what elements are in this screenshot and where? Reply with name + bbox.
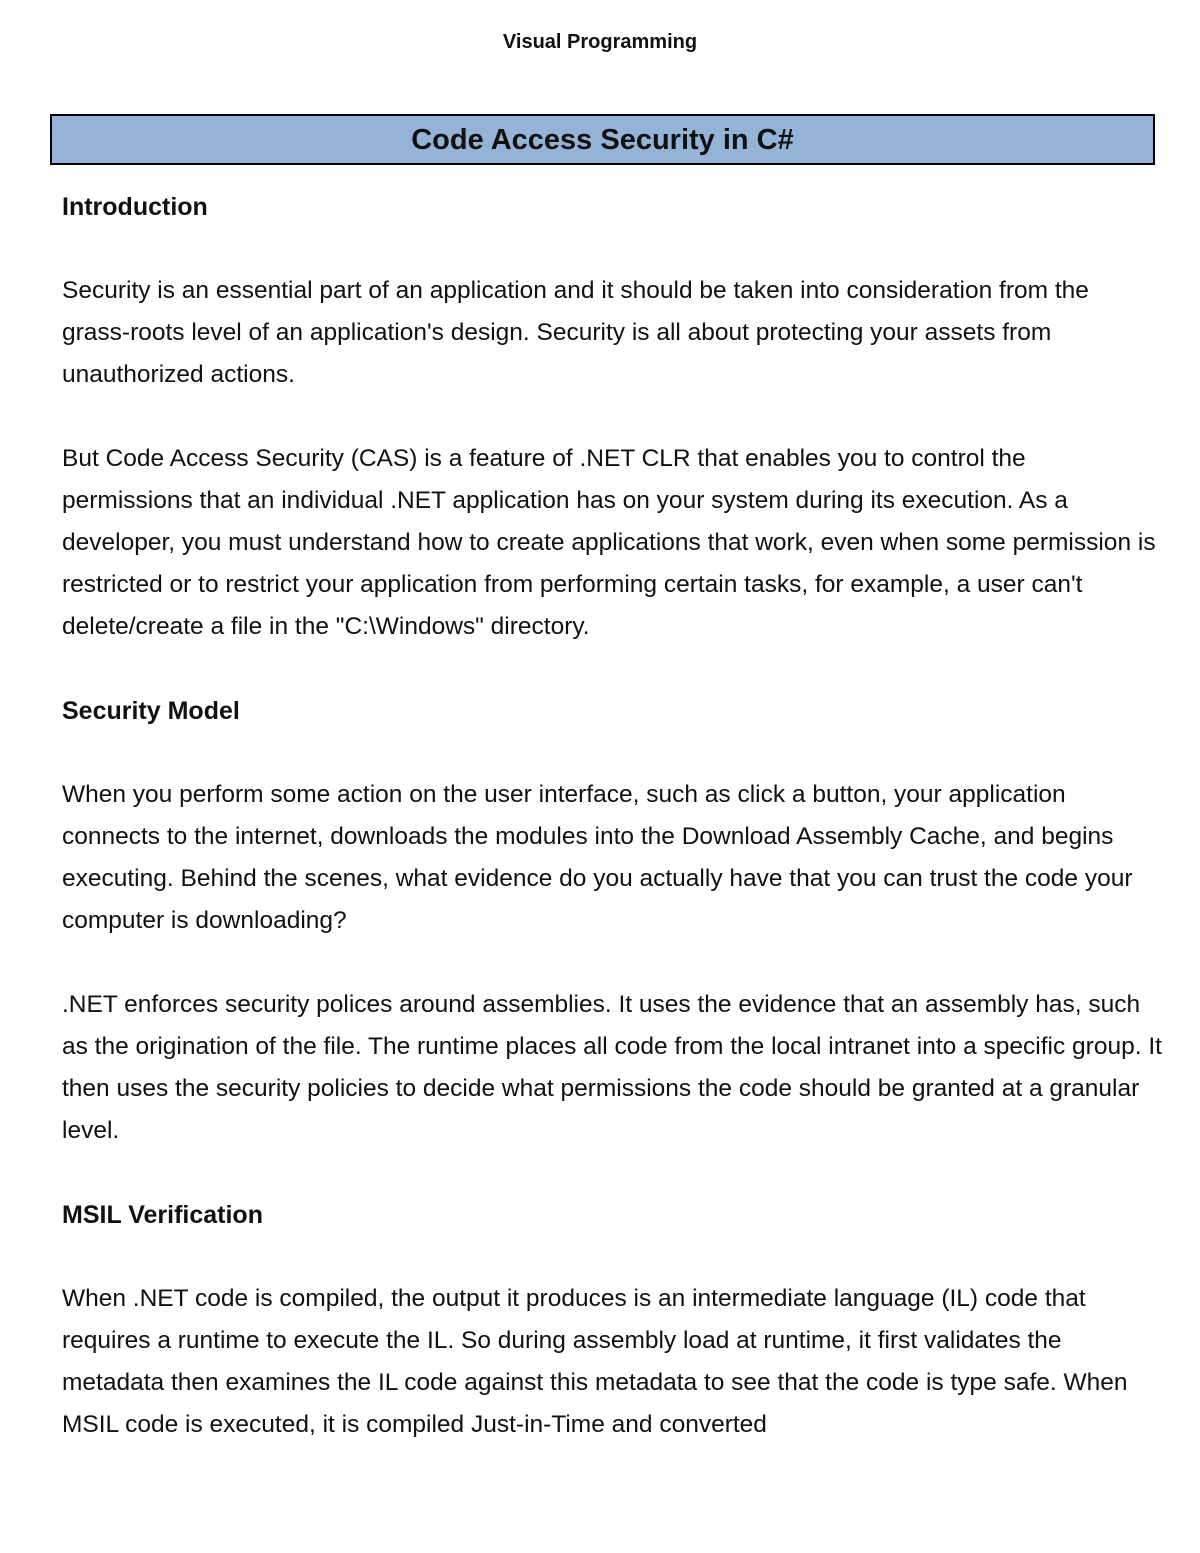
section-msil-verification: [62, 1194, 1162, 1446]
document-body: [62, 186, 1162, 1488]
section-heading: MSIL Verification: [62, 1201, 263, 1229]
paragraph: But Code Access Security (CAS) is a feature of .NET CLR that enables you to control the permissions that an individual .NET application has on your system during its execution. As a developer, you must understand how to create applications that work, even when some permission is restricted or to restrict your application from performing certain tasks, for example, a user can't delete/create a file in the "C:\Windows" directory.: [62, 445, 1156, 640]
title-banner: [50, 114, 1155, 165]
running-header: Visual Programming: [502, 31, 698, 53]
section-heading: Introduction: [62, 193, 208, 221]
paragraph: .NET enforces security polices around assemblies. It uses the evidence that an assembly has, such as the origination of the file. The runtime places all code from the local intranet into a specific group. It then uses the security policies to decide what permissions the code should be granted at a granular level.: [62, 991, 1162, 1144]
paragraph: Security is an essential part of an application and it should be taken into consideration from the grass-roots level of an application's design. Security is all about protecting your assets from unauthorized actions.: [62, 277, 1089, 388]
document-title: Code Access Security in C#: [411, 123, 794, 156]
section-heading: Security Model: [62, 697, 240, 725]
section-security-model: [62, 690, 1162, 1152]
paragraph: When you perform some action on the user interface, such as click a button, your application connects to the internet, downloads the modules into the Download Assembly Cache, and begins executing. Behind the scenes, what evidence do you actually have that you can trust the code your computer is downloading?: [62, 781, 1133, 934]
section-introduction: [62, 186, 1162, 648]
paragraph: When .NET code is compiled, the output it produces is an intermediate language (IL) code that requires a runtime to execute the IL. So during assembly load at runtime, it first validates the metadata then examines the IL code against this metadata to see that the code is type safe. When MSIL code is executed, it is compiled Just-in-Time and converted: [62, 1285, 1128, 1438]
